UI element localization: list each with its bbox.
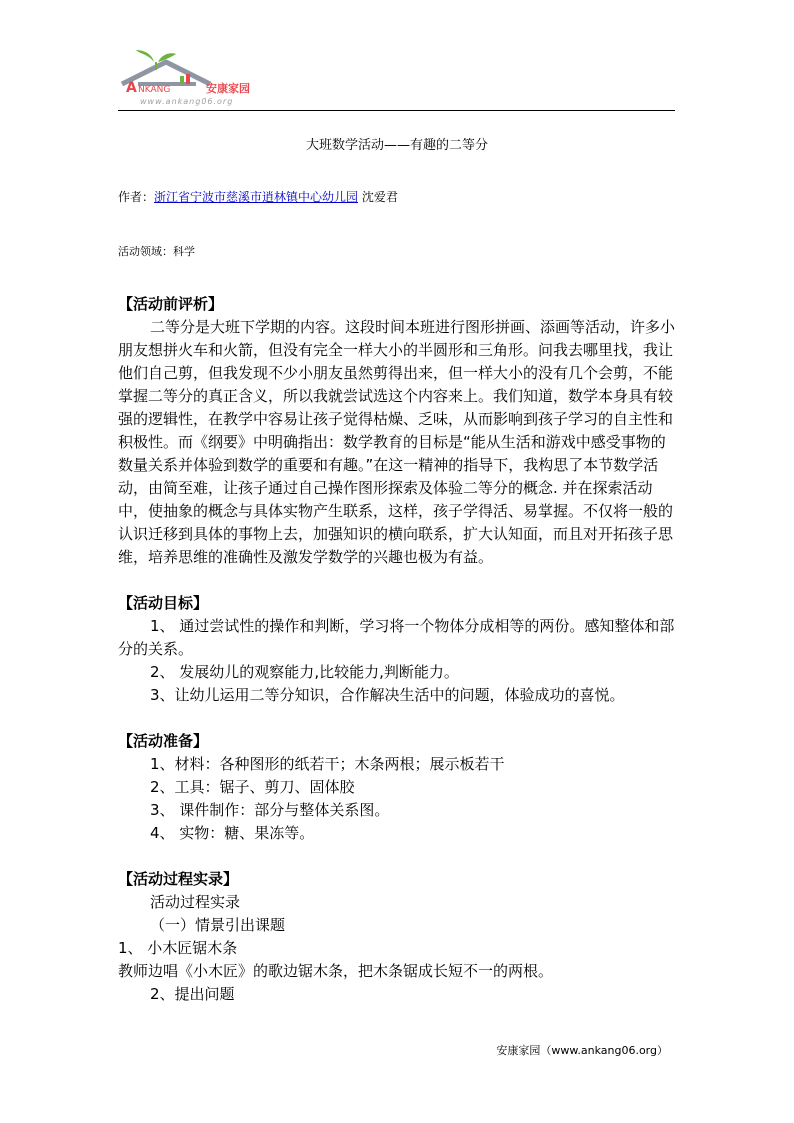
process-line: 2、提出问题 xyxy=(150,985,235,1003)
prep-item: 2、工具：锯子、剪刀、固体胶 xyxy=(150,778,355,796)
activity-domain xyxy=(118,243,195,259)
goal-item: 1、 通过尝试性的操作和判断，学习将一个物体分成相等的两份。感知整体和部分的关系。 xyxy=(118,617,675,658)
domain-label: 活动领域： xyxy=(118,245,173,258)
process-heading: 【活动过程实录】 xyxy=(118,870,239,888)
goal-item: 3、让幼儿运用二等分知识，合作解决生活中的问题，体验成功的喜悦。 xyxy=(150,686,625,704)
document-body xyxy=(118,293,678,1006)
process-line: （一）情景引出课题 xyxy=(150,916,286,934)
author-line xyxy=(118,188,398,205)
process-line: 活动过程实录 xyxy=(150,893,241,911)
logo-brand-text: 安康家园 xyxy=(206,82,250,95)
prep-item: 4、 实物：糖、果冻等。 xyxy=(150,824,315,842)
process-line: 1、 小木匠锯木条 xyxy=(118,939,238,957)
page-footer: 安康家园（www.ankang06.org） xyxy=(496,1044,668,1057)
svg-text:A: A xyxy=(126,80,137,96)
goal-item: 2、 发展幼儿的观察能力,比较能力,判断能力。 xyxy=(150,663,459,681)
prep-item: 1、材料：各种图形的纸若干；木条两根；展示板若干 xyxy=(150,755,505,773)
header-divider xyxy=(118,110,675,111)
author-org-link[interactable]: 浙江省宁波市慈溪市逍林镇中心幼儿园 xyxy=(154,190,359,204)
process-paragraph: 教师边唱《小木匠》的歌边锯木条，把木条锯成长短不一的两根。 xyxy=(118,962,554,980)
domain-value: 科学 xyxy=(173,245,195,258)
analysis-paragraph: 二等分是大班下学期的内容。这段时间本班进行图形拼画、添画等活动，许多小朋友想拼火车和火箭，但没有完全一样大小的半圆形和三角形。问我去哪里找，我让他们自己剪，但我发现不少小朋友虽然剪得出来，但一样大小的没有几个会剪，不能掌握二等分的真正含义，所以我就尝试选这个内容来上。我们知道，数学本身具有较强的逻辑性，在教学中容易让孩子觉得枯燥、乏味，从而影响到孩子学习的自主性和积极性。而《纲要》中明确指出：数学教育的目标是“能从生活和游戏中感受事物的数量关系并体验到数学的重要和有趣。”在这一精神的指导下，我构思了本节数学活动，由简至难，让孩子通过自己操作图形探索及体验二等分的概念. 并在探索活动中，使抽象的概念与具体实物产生联系，这样，孩子学得活、易掌握。不仅将一般的认识迁移到具体的事物上去，加强知识的横向联系，扩大认知面，而且对开拓孩子思维，培养思维的准确性及激发学数学的兴趣也极为有益。 xyxy=(118,318,676,566)
logo-url-text: www.ankang06.org xyxy=(140,97,234,106)
prep-heading: 【活动准备】 xyxy=(118,732,209,750)
author-label: 作者： xyxy=(118,190,155,204)
prep-item: 3、 课件制作：部分与整体关系图。 xyxy=(150,801,390,819)
analysis-heading: 【活动前评析】 xyxy=(118,295,224,313)
svg-text:NKANG: NKANG xyxy=(138,85,171,95)
page-title: 大班数学活动——有趣的二等分 xyxy=(305,138,488,153)
goals-heading: 【活动目标】 xyxy=(118,594,209,612)
author-name: 沈爱君 xyxy=(361,190,398,204)
